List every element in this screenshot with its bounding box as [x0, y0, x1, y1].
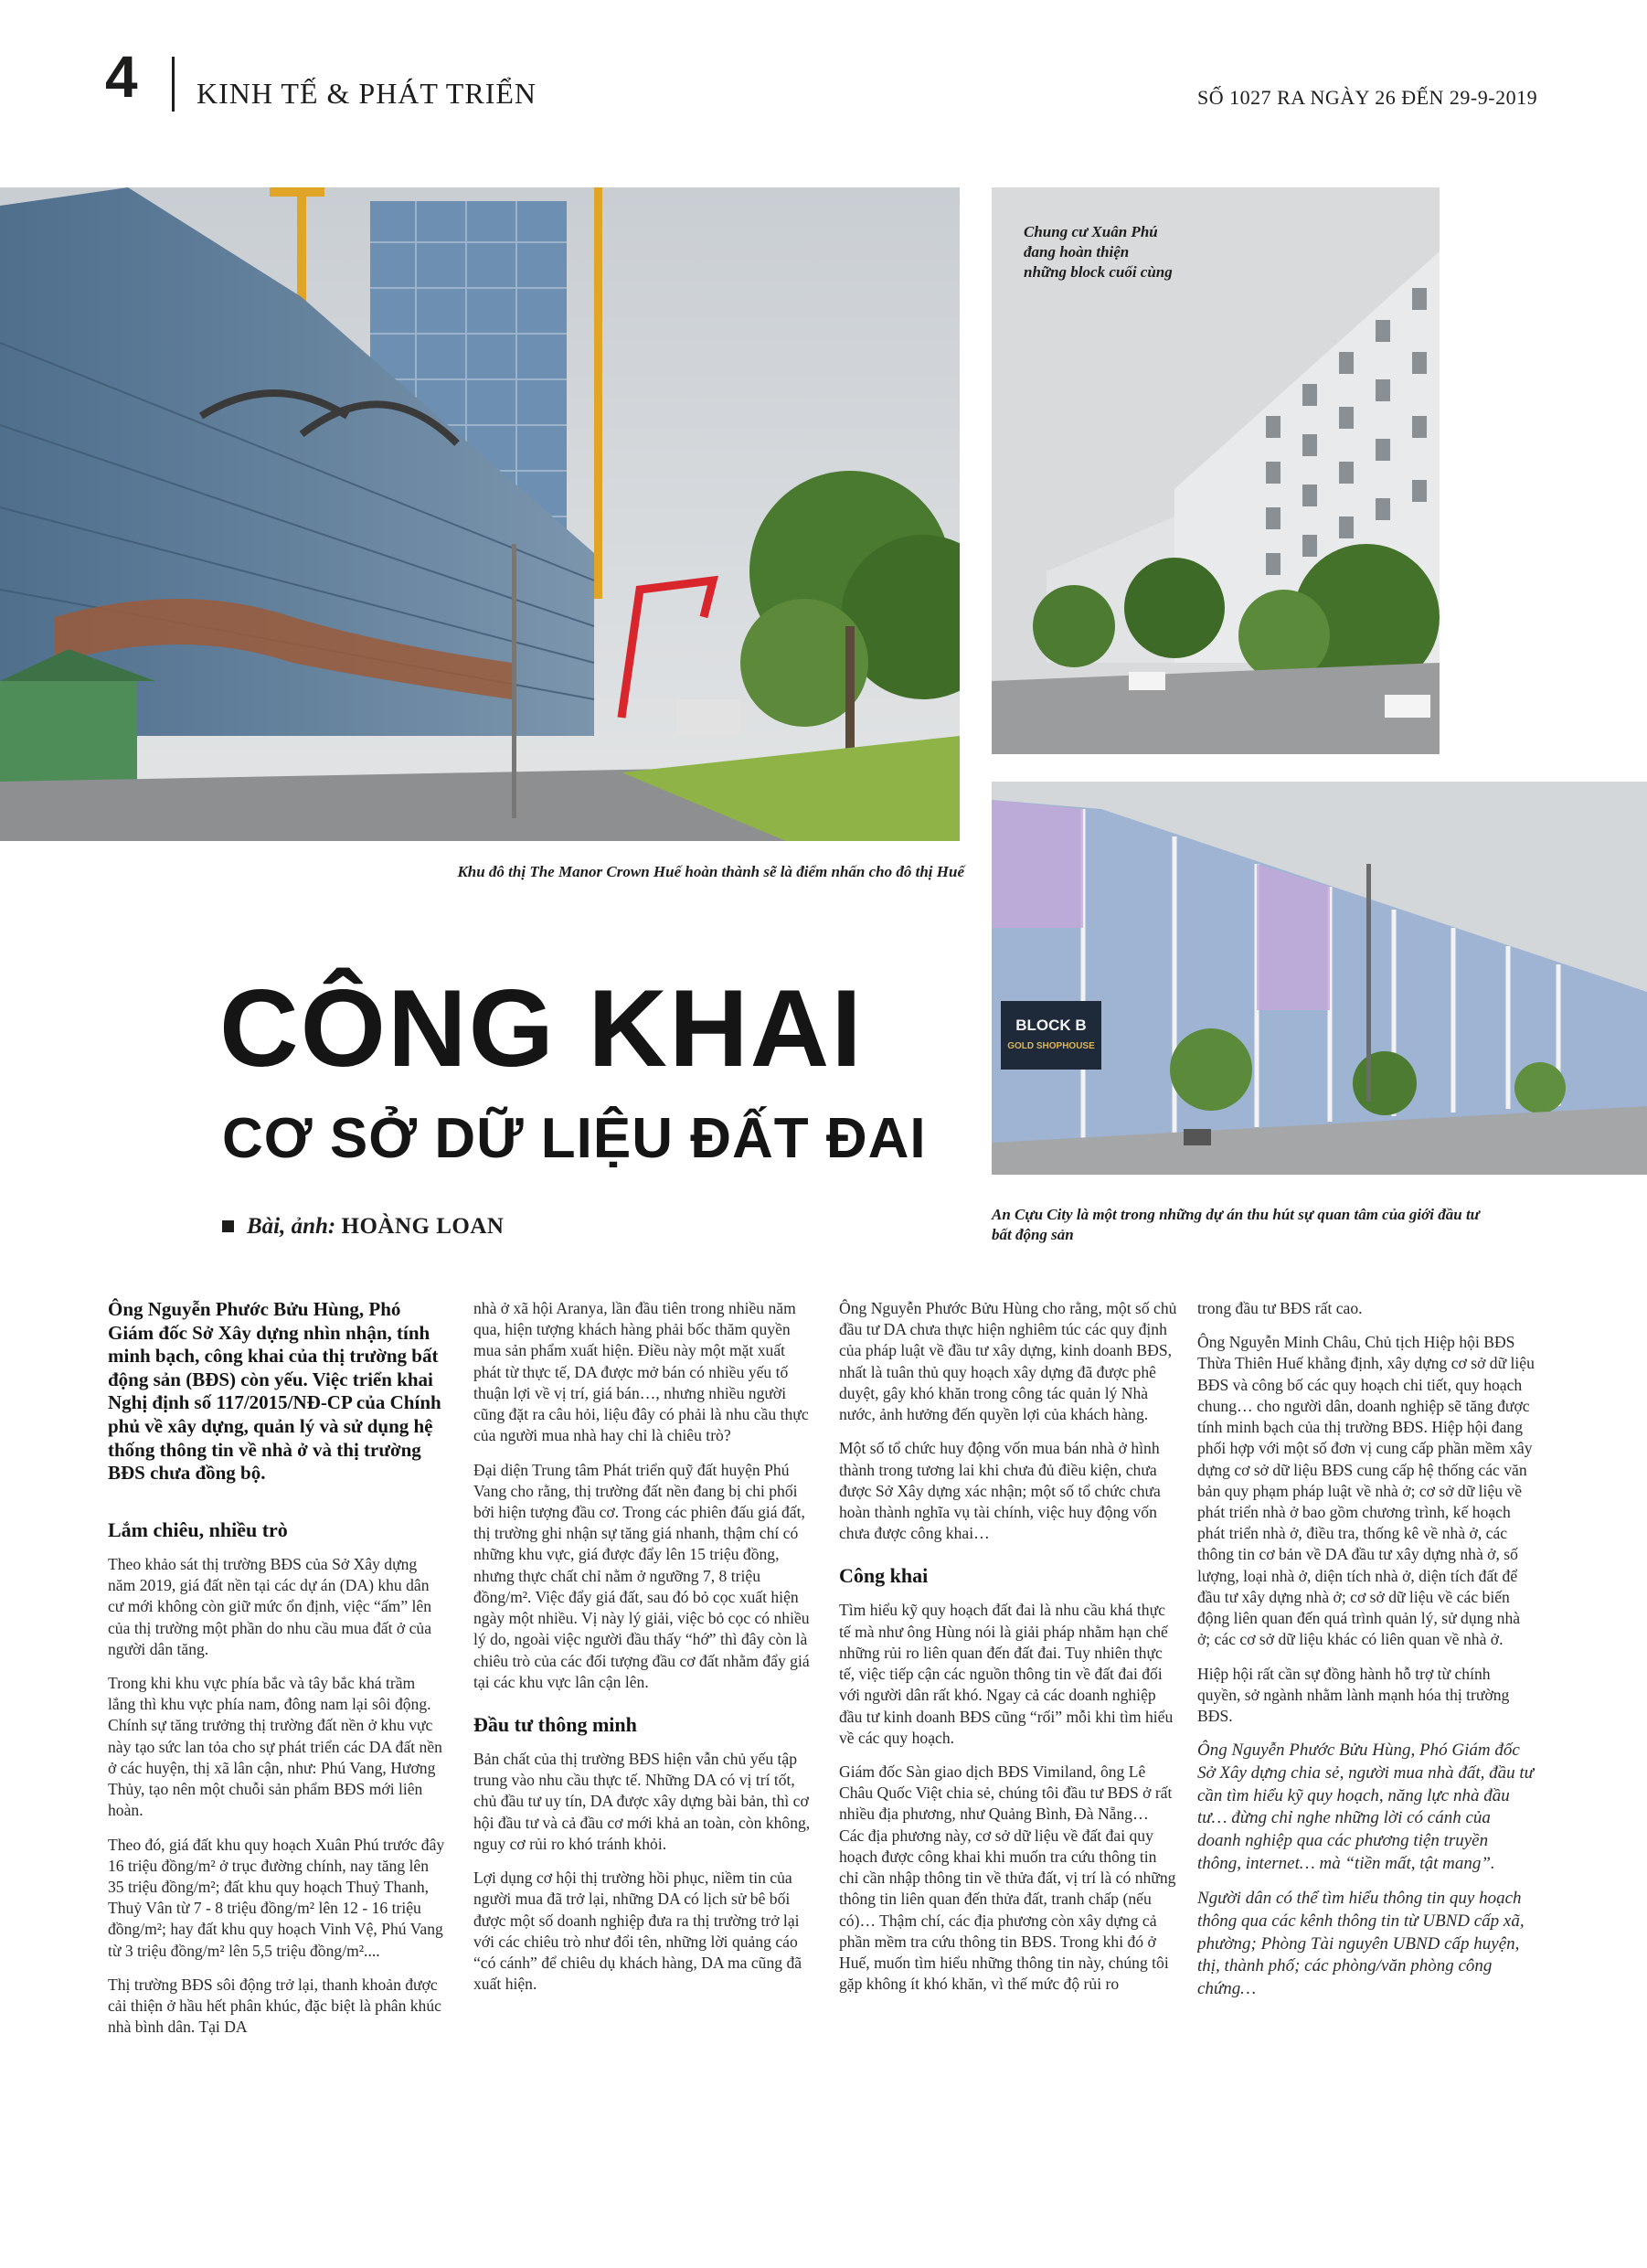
- paragraph: trong đầu tư BĐS rất cao.: [1197, 1299, 1363, 1317]
- byline-author: HOÀNG LOAN: [341, 1214, 505, 1239]
- paragraph: Hiệp hội rất cần sự đồng hành hỗ trợ từ chính quyền, sở ngành nhằm lành mạnh hóa thị trường BĐS.: [1197, 1664, 1510, 1725]
- paragraph: Ông Nguyễn Minh Châu, Chủ tịch Hiệp hội BĐS Thừa Thiên Huế khẳng định, xây dựng cơ sở dữ liệu BĐS và công bố các quy hoạch chi tiết, quy hoạch chung… cho người dân, doanh nghiệp sẽ tăng được tính minh bạch của thị trường BĐS. Hiệp hội đang phối hợp với một số đơn vị cung cấp phần mềm xây dựng cơ sở dữ liệu BĐS cung cấp hệ thống các văn bản quy phạm pháp luật về nhà ở; cơ sở dữ liệu về phát triển nhà ở bao gồm chương trình, kế hoạch phát triển nhà ở, điều tra, thống kê về nhà ở, các thông tin cơ bản về DA đầu tư xây dựng nhà ở, số lượng, loại nhà ở, diện tích nhà ở, diện tích đất để đầu tư xây dựng nhà ở; cơ sở dữ liệu về các biến động liên quan đến quá trình quản lý, sử dụng nhà ở; các cơ sở dữ liệu khác có liên quan về nhà ở.: [1197, 1333, 1535, 1649]
- an-cuu-city-caption-line: bất động sản: [992, 1226, 1074, 1244]
- italic-paragraph: Ông Nguyễn Phước Bửu Hùng, Phó Giám đốc Sở Xây dựng chia sẻ, người mua nhà đất, đầu tư cần tìm hiểu kỹ quy hoạch, năng lực nhà đầu tư… đừng chỉ nghe những lời có cánh của doanh nghiệp qua các phương tiện truyền thông, internet… mà “tiền mất, tật mang”.: [1197, 1741, 1535, 1873]
- photo-manor-crown: [0, 187, 960, 841]
- photo-an-cuu-city-illustration: [992, 782, 1647, 1175]
- byline-bullet-icon: [222, 1220, 234, 1232]
- section-title: KINH TẾ & PHÁT TRIỂN: [197, 77, 537, 110]
- xuan-phu-caption-line: Chung cư Xuân Phú: [1024, 223, 1158, 240]
- an-cuu-city-caption: [992, 1205, 1622, 1245]
- paragraph: Trong khi khu vực phía bắc và tây bắc khá trầm lắng thì khu vực phía nam, đông nam lại sôi động. Chính sự tăng trưởng thị trường đất nền ở khu vực này tạo sức lan tỏa cho sự phát triển các DA đất nền ở các huyện, thị xã lân cận, như: Phú Vang, Hương Thủy, tạo nên một chuỗi sản phẩm BĐS mới liên hoàn.: [108, 1674, 442, 1820]
- paragraph: Tìm hiểu kỹ quy hoạch đất đai là nhu cầu khá thực tế mà như ông Hùng nói là giải pháp nhằm hạn chế những rủi ro liên quan đến đất đai. Tuy nhiên thực tế, việc tiếp cận các nguồn thông tin về đất đai đối với người dân rất khó. Ngay cả các doanh nghiệp đầu tư kinh doanh BĐS cũng “rối” mỗi khi tìm hiểu về các quy hoạch.: [839, 1601, 1174, 1747]
- article-column-2: [473, 1298, 812, 2249]
- issue-date: SỐ 1027 RA NGÀY 26 ĐẾN 29-9-2019: [1197, 86, 1538, 109]
- paragraph: Lợi dụng cơ hội thị trường hồi phục, niềm tin của người mua đã trở lại, những DA có lịch sử bê bối được một số doanh nghiệp đưa ra thị trường trở lại với các chiêu trò như đổi tên, những lời quảng cáo “có cánh” để chiêu dụ khách hàng, DA ma cũng đã xuất hiện.: [473, 1869, 802, 1994]
- article-column-1: [108, 1298, 446, 2249]
- photo-manor-crown-illustration: [0, 187, 960, 841]
- article-column-3: [839, 1298, 1177, 2249]
- paragraph: nhà ở xã hội Aranya, lần đầu tiên trong nhiều năm qua, hiện tượng khách hàng phải bốc thăm quyền mua sản phẩm xuất hiện. Điều này một mặt xuất phát từ thực tế, DA được mở bán có nhiều yếu tố thuận lợi về vị trí, giá bán…, nhưng nhiều người cũng đặt ra câu hỏi, liệu đây có phải là nhu cầu thực của người mua nhà hay chỉ là chiêu trò?: [473, 1299, 809, 1445]
- article-lead: Ông Nguyễn Phước Bửu Hùng, Phó Giám đốc Sở Xây dựng nhìn nhận, tính minh bạch, công khai của thị trường bất động sản (BĐS) còn yếu. Việc triển khai Nghị định số 117/2015/NĐ-CP của Chính phủ về xây dựng, quản lý và sử dụng hệ thống thông tin về nhà ở và thị trường BĐS chưa đồng bộ.: [108, 1298, 441, 1485]
- xuan-phu-caption: [1024, 222, 1243, 282]
- page-number: 4: [105, 44, 138, 110]
- xuan-phu-caption-line: đang hoàn thiện: [1024, 243, 1130, 261]
- sign-block-b: BLOCK B: [1015, 1017, 1087, 1034]
- paragraph: Đại diện Trung tâm Phát triển quỹ đất huyện Phú Vang cho rằng, thị trường đất nền đang bị chi phối bởi hiện tượng đầu cơ. Trong các phiên đấu giá đất, thị trường ghi nhận sự tăng giá nhanh, thậm chí có những khu vực, giá được đẩy lên 15 triệu đồng, nhưng thực chất chỉ nằm ở ngưỡng 7, 8 triệu đồng/m². Việc đẩy giá đất, sau đó bỏ cọc xuất hiện ngày một nhiều. Vị này lý giải, việc bỏ cọc có nhiều lý do, ngoài việc người đầu thấy “hớ” thì đây còn là chiêu trò của các đối tượng đầu cơ đất nhằm đẩy giá tại các khu vực lân cận lên.: [473, 1460, 810, 1691]
- paragraph: Một số tổ chức huy động vốn mua bán nhà ở hình thành trong tương lai khi chưa đủ điều kiện, chưa được Sở Xây dựng xác nhận; một số tổ chức chưa hoàn thành nghĩa vụ tài chính, việc huy động vốn chưa được công khai…: [839, 1439, 1161, 1543]
- subhead-lam-chieu: Lắm chiêu, nhiều trò: [108, 1517, 288, 1541]
- byline-label: Bài, ảnh:: [247, 1214, 336, 1239]
- headline-main: CÔNG KHAI: [219, 967, 864, 1090]
- xuan-phu-caption-line: những block cuối cùng: [1024, 263, 1173, 282]
- an-cuu-city-caption-line: An Cựu City là một trong những dự án thu hút sự quan tâm của giới đầu tư: [992, 1206, 1480, 1223]
- byline: [222, 1214, 504, 1240]
- paragraph: Thị trường BĐS sôi động trở lại, thanh khoản được cải thiện ở hầu hết phân khúc, đặc biệt là phân khúc nhà bình dân. Tại DA: [108, 1975, 441, 2037]
- article-column-4: [1197, 1298, 1535, 2249]
- paragraph: Giám đốc Sàn giao dịch BĐS Vimiland, ông Lê Châu Quốc Việt chia sẻ, chúng tôi đầu tư BĐS ở rất nhiều địa phương, như Quảng Bình, Đà Nẵng… Các địa phương này, cơ sở dữ liệu về đất đai quy hoạch được công khai khi muốn tra cứu thông tin chỉ cần nhập thông tin về thửa đất, vị trí là có những thông tin liên quan đến thửa đất, tranh chấp (nếu có)… Thậm chí, các địa phương còn xây dựng cả phần mềm tra cứu thông tin BĐS. Trong khi đó ở Huế, muốn tìm hiểu những thông tin này, chúng tôi gặp không ít khó khăn, vì thế mức độ rủi ro: [839, 1762, 1176, 1994]
- headline-sub: CƠ SỞ DỮ LIỆU ĐẤT ĐAI: [222, 1107, 927, 1170]
- paragraph: Theo đó, giá đất khu quy hoạch Xuân Phú trước đây 16 triệu đồng/m² ở trục đường chính, nay tăng lên 35 triệu đồng/m²; đất khu quy hoạch Thuỷ Thanh, Thuỷ Vân từ 7 - 8 triệu đồng/m² lên 12 - 16 triệu đồng/m²; hay đất khu quy hoạch Vinh Vệ, Phú Vang từ 3 triệu đồng/m² lên 5,5 triệu đồng/m²....: [108, 1835, 445, 1960]
- sign-gold-shophouse: GOLD SHOPHOUSE: [1007, 1041, 1095, 1051]
- paragraph: Bản chất của thị trường BĐS hiện vẫn chủ yếu tập trung vào nhu cầu thực tế. Những DA có vị trí tốt, chủ đầu tư uy tín, DA được xây dựng bài bản, thì cơ hội đầu tư và cả đầu cơ mới khả an toàn, còn không, nguy cơ rủi ro khó tránh khỏi.: [473, 1749, 811, 1853]
- paragraph: Ông Nguyễn Phước Bửu Hùng cho rằng, một số chủ đầu tư DA chưa thực hiện nghiêm túc các quy định của pháp luật về đầu tư xây dựng, kinh doanh BĐS, nhất là tuân thủ quy hoạch xây dựng đã được phê duyệt, gây khó khăn trong công tác quản lý Nhà nước, ảnh hưởng đến quyền lợi của khách hàng.: [839, 1299, 1177, 1424]
- subhead-cong-khai: Công khai: [839, 1564, 929, 1588]
- main-photo-caption: Khu đô thị The Manor Crown Huế hoàn thành sẽ là điểm nhấn cho đô thị Huế: [457, 863, 964, 880]
- subhead-dau-tu-thong-minh: Đầu tư thông minh: [473, 1712, 637, 1736]
- paragraph: Theo khảo sát thị trường BĐS của Sở Xây dựng năm 2019, giá đất nền tại các dự án (DA) khu dân cư mới không còn giữ mức ổn định, việc “ấm” lên của thị trường một phần do nhu cầu mua đất ở của người dân tăng.: [108, 1554, 432, 1658]
- header-divider: [172, 57, 175, 112]
- photo-an-cuu-city: [992, 782, 1647, 1175]
- italic-paragraph: Người dân có thể tìm hiểu thông tin quy hoạch thông qua các kênh thông tin từ UBND cấp xã, phường; Phòng Tài nguyên UBND cấp huyện, thị, thành phố; các phòng/văn phòng công chứng…: [1197, 1889, 1525, 1999]
